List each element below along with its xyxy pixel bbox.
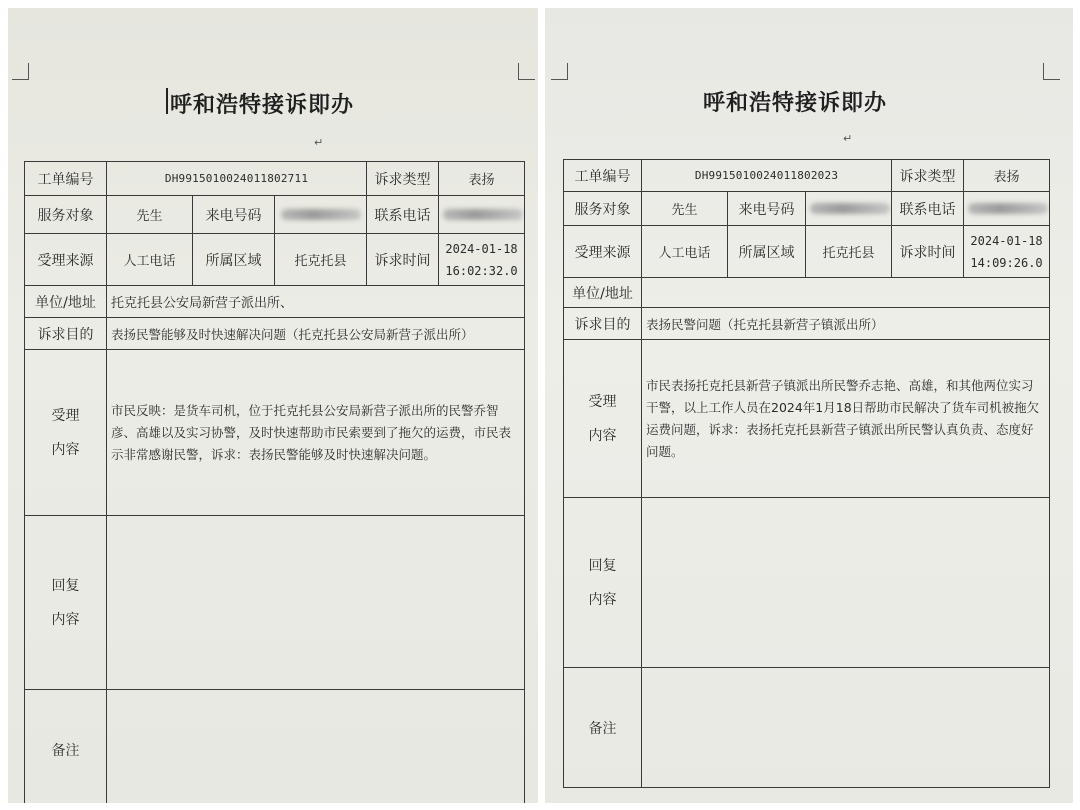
reply-content-value [642,498,1050,668]
remark-value [107,690,525,804]
demand-type-label: 诉求类型 [892,160,964,192]
reply-label-line1: 回复 [51,577,80,594]
remark-label: 备注 [25,690,107,804]
region-label: 所属区域 [193,234,275,286]
accept-content-value: 市民反映：是货车司机，位于托克托县公安局新营子派出所的民警乔智彦、高雄以及实习协警，及时快速帮助市民索要到了拖欠的运费，市民表示非常感谢民警，诉求：表扬民警能够及时快速解决问题。 [107,350,525,516]
unit-addr-label: 单位/地址 [564,278,642,308]
accept-label-line1: 受理 [588,393,617,410]
document-title: 呼和浩特接诉即办 [170,92,355,118]
source-label: 受理来源 [564,226,642,278]
form-row [25,350,525,516]
page-corner-mark [518,63,535,80]
work-order-form [563,159,1050,788]
source-label: 受理来源 [25,234,107,286]
service-target-label: 服务对象 [25,196,107,234]
accept-content-label [25,350,107,516]
order-no-label: 工单编号 [564,160,642,192]
page-corner-mark [1043,63,1060,80]
contact-phone-label: 联系电话 [892,192,964,226]
reply-content-label [564,498,642,668]
demand-clock: 14:09:26.0 [970,255,1043,270]
source-value: 人工电话 [642,226,728,278]
page-corner-mark [551,63,568,80]
reply-content-value [107,516,525,690]
remark-value [642,668,1050,788]
form-row [564,340,1050,498]
caller-no-label: 来电号码 [193,196,275,234]
caller-no-label: 来电号码 [728,192,806,226]
form-row [564,668,1050,788]
form-row [564,160,1050,192]
accept-content-label [564,340,642,498]
reply-label-line2: 内容 [51,611,80,628]
work-order-form [24,161,525,803]
region-value: 托克托县 [275,234,367,286]
demand-time-label: 诉求时间 [367,234,439,286]
form-row [25,690,525,804]
contact-phone-redacted [439,196,525,234]
accept-label-line2: 内容 [51,441,80,458]
unit-addr-value: 托克托县公安局新营子派出所、 [107,286,525,318]
form-row [564,192,1050,226]
service-target-label: 服务对象 [564,192,642,226]
purpose-value: 表扬民警能够及时快速解决问题（托克托县公安局新营子派出所） [107,318,525,350]
accept-label-line2: 内容 [588,427,617,444]
remark-label: 备注 [564,668,642,788]
paragraph-mark: ↵ [843,132,853,145]
demand-clock: 16:02:32.0 [445,263,518,278]
source-value: 人工电话 [107,234,193,286]
demand-date: 2024-01-18 [970,233,1043,248]
demand-type-value: 表扬 [439,162,525,196]
demand-time-value [439,234,525,286]
service-target-value: 先生 [642,192,728,226]
demand-date: 2024-01-18 [445,241,518,256]
page-corner-mark [12,63,29,80]
demand-time-label: 诉求时间 [892,226,964,278]
accept-content-value: 市民表扬托克托县新营子镇派出所民警乔志艳、高雄，和其他两位实习干警，以上工作人员在2024年1月18日帮助市民解决了货车司机被拖欠运费问题，诉求：表扬托克托县新营子镇派出所民警认真负责、态度好问题。 [642,340,1050,498]
order-no-value: DH9915010024011802711 [107,162,367,196]
caller-no-redacted [806,192,892,226]
form-row [25,234,525,286]
form-row [564,498,1050,668]
form-row [25,286,525,318]
reply-label-line2: 内容 [588,591,617,608]
purpose-value: 表扬民警问题（托克托县新营子镇派出所） [642,308,1050,340]
caller-no-redacted [275,196,367,234]
reply-content-label [25,516,107,690]
accept-label-line1: 受理 [51,407,80,424]
service-target-value: 先生 [107,196,193,234]
region-label: 所属区域 [728,226,806,278]
reply-label-line1: 回复 [588,557,617,574]
demand-time-value [964,226,1050,278]
region-value: 托克托县 [806,226,892,278]
form-row [564,226,1050,278]
document-title: 呼和浩特接诉即办 [703,90,888,116]
order-no-label: 工单编号 [25,162,107,196]
form-row [25,516,525,690]
contact-phone-redacted [964,192,1050,226]
form-row [564,278,1050,308]
purpose-label: 诉求目的 [25,318,107,350]
unit-addr-label: 单位/地址 [25,286,107,318]
document-photo-left [8,8,538,803]
demand-type-label: 诉求类型 [367,162,439,196]
form-row [25,162,525,196]
document-photo-right [545,8,1073,803]
form-row [25,196,525,234]
form-row [564,308,1050,340]
contact-phone-label: 联系电话 [367,196,439,234]
form-row [25,318,525,350]
demand-type-value: 表扬 [964,160,1050,192]
text-cursor [166,88,168,114]
purpose-label: 诉求目的 [564,308,642,340]
unit-addr-value [642,278,1050,308]
paragraph-mark: ↵ [314,136,324,149]
order-no-value: DH9915010024011802023 [642,160,892,192]
